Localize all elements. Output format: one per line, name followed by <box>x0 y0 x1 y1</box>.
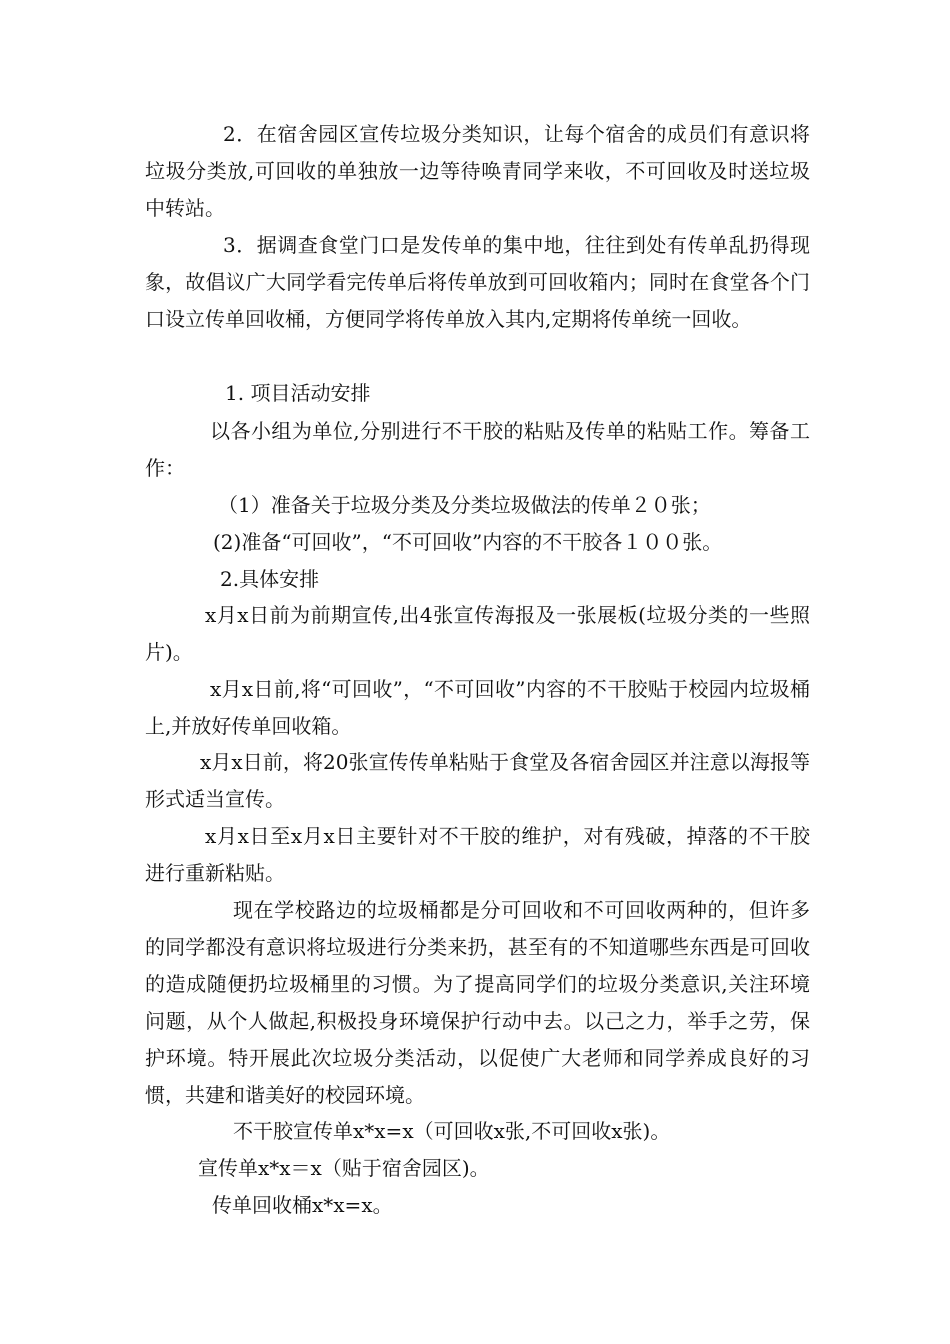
heading-project-arrangement: 1. 项目活动安排 <box>225 381 371 405</box>
paragraph-schedule-leaflets: x月x日前，将20张宣传传单粘贴于食堂及各宿舍园区并注意以海报等形式适当宣传。 <box>145 750 810 811</box>
paragraph-schedule-publicity: x月x日前为前期宣传,出4张宣传海报及一张展板(垃圾分类的一些照片)。 <box>145 603 810 664</box>
paragraph-schedule-stickers: x月x日前,将“可回收”，“不可回收”内容的不干胶贴于校园内垃圾桶上,并放好传单回收箱。 <box>145 677 810 738</box>
budget-line-leaflets: 宣传单x*x＝x（贴于宿舍园区)。 <box>198 1156 490 1180</box>
list-item-prepare-stickers: (2)准备“可回收”，“不可回收”内容的不干胶各１００张。 <box>213 530 723 554</box>
paragraph-group-work: 以各小组为单位,分别进行不干胶的粘贴及传单的粘贴工作。筹备工作： <box>145 419 810 480</box>
heading-specific-arrangement: 2.具体安排 <box>220 567 320 591</box>
paragraph-schedule-maintenance: x月x日至x月x日主要针对不干胶的维护，对有残破，掉落的不干胶进行重新粘贴。 <box>145 824 810 885</box>
paragraph-dormitory-publicity: 2．在宿舍园区宣传垃圾分类知识，让每个宿舍的成员们有意识将垃圾分类放,可回收的单独放一边等待唤青同学来收，不可回收及时送垃圾中转站。 <box>145 122 810 220</box>
budget-line-recycle-bins: 传单回收桶x*x=x。 <box>212 1193 393 1217</box>
paragraph-canteen-leaflets: 3．据调查食堂门口是发传单的集中地，往往到处有传单乱扔得现象，故倡议广大同学看完传单后将传单放到可回收箱内；同时在食堂各个门口设立传单回收桶，方便同学将传单放入其内,定期将传单统一回收。 <box>145 233 810 331</box>
list-item-prepare-leaflets: （1）准备关于垃圾分类及分类垃圾做法的传单２０张； <box>218 493 711 517</box>
budget-line-stickers: 不干胶宣传单x*x=x（可回收x张,不可回收x张)。 <box>233 1119 671 1143</box>
paragraph-background: 现在学校路边的垃圾桶都是分可回收和不可回收两种的，但许多的同学都没有意识将垃圾进行分类来扔，甚至有的不知道哪些东西是可回收的造成随便扔垃圾桶里的习惯。为了提高同学们的垃圾分类意识,关注环境问题，从个人做起,积极投身环境保护行动中去。以己之力，举手之劳，保护环境。特开展此次垃圾分类活动，以促使广大老师和同学养成良好的习惯，共建和谐美好的校园环境。 <box>145 898 810 1107</box>
